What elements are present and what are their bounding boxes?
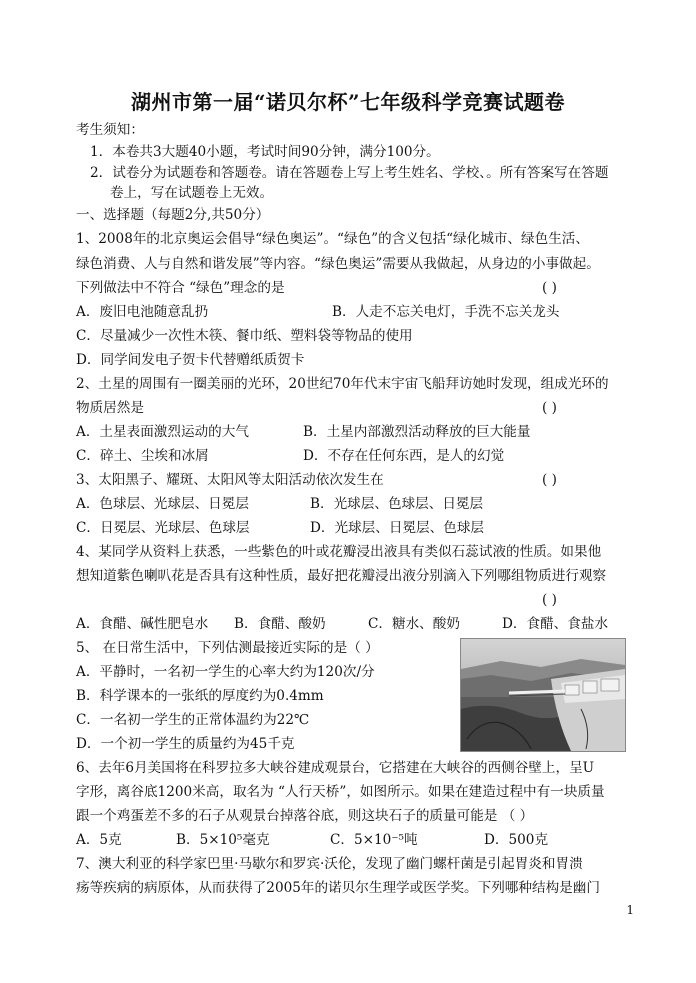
- notice-item-1: 1．本卷共3大题40小题，考试时间90分钟，满分100分。: [90, 144, 440, 160]
- q2-answer-blank: ( ): [542, 400, 557, 416]
- q6-option-a: A．5克: [76, 832, 122, 848]
- q1-stem-line3: 下列做法中不符合 “绿色”理念的是: [76, 280, 285, 296]
- q6-stem-line3: 跟一个鸡蛋差不多的石子从观景台掉落谷底，则这块石子的质量可能是 （ ）: [76, 808, 534, 824]
- q2-option-b: B．土星内部激烈活动释放的巨大能量: [303, 424, 531, 440]
- exam-title: 湖州市第一届“诺贝尔杯”七年级科学竞赛试题卷: [130, 90, 565, 114]
- q3-option-b: B．光球层、色球层、日冕层: [310, 496, 484, 512]
- q4-option-c: C．糖水、酸奶: [368, 616, 460, 632]
- q1-option-d: D．同学间发电子贺卡代替赠纸质贺卡: [76, 352, 305, 368]
- q2-option-c: C．碎土、尘埃和冰屑: [76, 448, 209, 464]
- q3-option-a: A．色球层、光球层、日冕层: [76, 496, 249, 512]
- q1-option-a: A．废旧电池随意乱扔: [76, 304, 209, 320]
- q1-stem-line1: 1、2008年的北京奥运会倡导“绿色奥运”。“绿色”的含义包括“绿化城市、绿色生活、: [76, 231, 589, 247]
- q3-stem-line1: 3、太阳黑子、耀斑、太阳风等太阳活动依次发生在: [76, 472, 384, 488]
- q1-option-b: B．人走不忘关电灯，手洗不忘关龙头: [332, 304, 560, 320]
- q4-answer-blank: ( ): [542, 592, 557, 608]
- q2-stem-line1: 2、土星的周围有一圈美丽的光环，20世纪70年代末宇宙飞船拜访她时发现，组成光环的: [76, 376, 609, 392]
- notice-item-2-line1: 2．试卷分为试题卷和答题卷。请在答题卷上写上考生姓名、学校、。所有答案写在答题: [90, 165, 609, 181]
- q4-stem-line2: 想知道紫色喇叭花是否具有这种性质，最好把花瓣浸出液分别滴入下列哪组物质进行观察: [76, 568, 607, 584]
- q6-stem-line2: 字形，离谷底1200米高，取名为 “人行天桥”，如图所示。如果在建造过程中有一块质量: [76, 784, 605, 800]
- notice-item-2-line2: 卷上，写在试题卷上无效。: [110, 185, 274, 201]
- q6-option-d: D．500克: [484, 832, 549, 848]
- q4-stem-line1: 4、某同学从资料上获悉，一些紫色的叶或花瓣浸出液具有类似石蕊试液的性质。如果他: [76, 544, 602, 560]
- q1-stem-line2: 绿色消费、人与自然和谐发展”等内容。“绿色奥运”需要从我做起，从身边的小事做起。: [76, 256, 600, 272]
- q5-option-c: C．一名初一学生的正常体温约为22℃: [76, 712, 310, 728]
- q1-option-c: C．尽量减少一次性木筷、餐巾纸、塑料袋等物品的使用: [76, 328, 413, 344]
- q4-option-d: D．食醋、食盐水: [502, 616, 609, 632]
- page-number: 1: [626, 903, 634, 917]
- q5-option-a: A．平静时，一名初一学生的心率大约为120次/分: [76, 664, 375, 680]
- q3-option-c: C．日冕层、光球层、色球层: [76, 520, 250, 536]
- q4-option-b: B．食醋、酸奶: [234, 616, 326, 632]
- notice-heading: 考生须知：: [76, 122, 144, 138]
- q1-answer-blank: ( ): [542, 280, 557, 296]
- q4-option-a: A．食醋、碱性肥皂水: [76, 616, 209, 632]
- q7-stem-line1: 7、澳大利亚的科学家巴里·马歇尔和罗宾·沃伦，发现了幽门螺杆菌是引起胃炎和胃溃: [76, 856, 583, 872]
- q2-option-d: D．不存在任何东西，是人的幻觉: [303, 448, 505, 464]
- q3-option-d: D．光球层、日冕层、色球层: [310, 520, 485, 536]
- q6-option-c: C．5×10⁻⁵吨: [330, 832, 418, 848]
- q2-stem-line2: 物质居然是: [76, 400, 144, 416]
- q7-stem-line2: 疡等疾病的病原体，从而获得了2005年的诺贝尔生理学或医学奖。下列哪种结构是幽门: [76, 880, 600, 896]
- q2-option-a: A．土星表面激烈运动的大气: [76, 424, 249, 440]
- q5-stem-line1: 5、 在日常生活中，下列估测最接近实际的是（ ）: [76, 640, 379, 656]
- canyon-skywalk-photo: [460, 638, 626, 752]
- section-1-heading: 一、选择题（每题2分,共50分）: [76, 207, 270, 223]
- q6-option-b: B．5×10⁵毫克: [176, 832, 270, 848]
- q3-answer-blank: ( ): [542, 472, 557, 488]
- q5-option-d: D．一个初一学生的质量约为45千克: [76, 736, 295, 752]
- q5-option-b: B．科学课本的一张纸的厚度约为0.4mm: [76, 688, 324, 704]
- q6-stem-line1: 6、去年6月美国将在科罗拉多大峡谷建成观景台，它搭建在大峡谷的西侧谷壁上，呈U: [76, 760, 595, 776]
